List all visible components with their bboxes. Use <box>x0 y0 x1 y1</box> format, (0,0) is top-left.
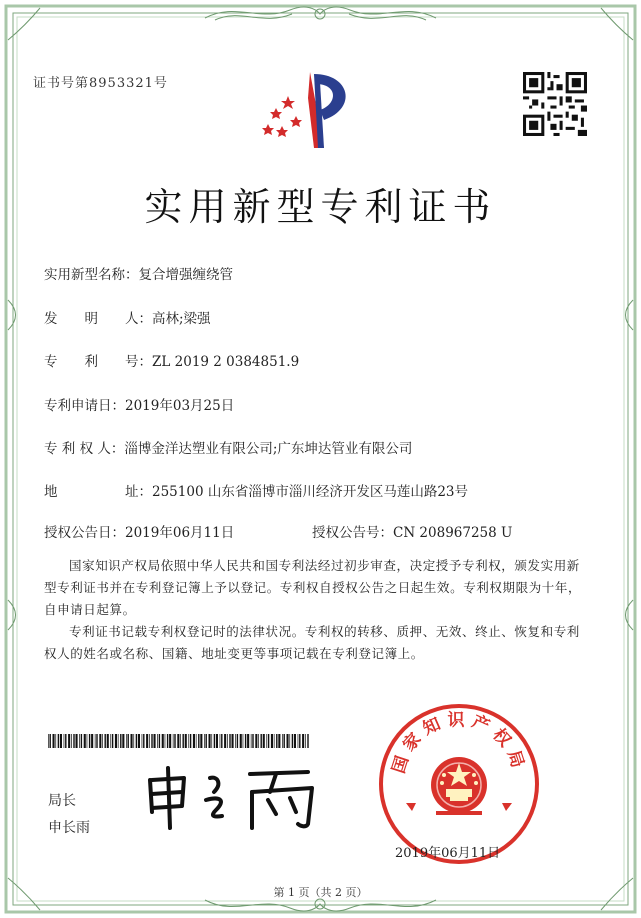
barcode-bar <box>183 734 184 748</box>
barcode-bar <box>68 734 70 748</box>
barcode-bar <box>229 734 230 748</box>
barcode-bar <box>167 734 168 748</box>
barcode-bar <box>232 734 234 748</box>
barcode-bar <box>198 734 199 748</box>
barcode-bar <box>294 734 296 748</box>
barcode-bar <box>136 734 137 748</box>
barcode-bar <box>146 734 148 748</box>
director-signature <box>140 762 330 834</box>
barcode-bar <box>298 734 299 748</box>
barcode-bar <box>95 734 96 748</box>
inventor-row <box>44 307 211 327</box>
page-title: 实用新型专利证书 <box>144 185 497 229</box>
address-row <box>44 480 468 500</box>
barcode-bar <box>245 734 246 748</box>
official-seal-icon <box>378 703 540 865</box>
barcode-bar <box>274 734 275 748</box>
barcode-bar <box>126 734 127 748</box>
barcode-bar <box>278 734 280 748</box>
barcode-bar <box>84 734 86 748</box>
barcode-bar <box>240 734 242 748</box>
field-value: CN 208967258 U <box>393 525 513 541</box>
barcode-bar <box>299 734 300 748</box>
barcode-bar <box>169 734 171 748</box>
barcode-bar <box>162 734 164 748</box>
barcode-bar <box>214 734 215 748</box>
barcode-bar <box>196 734 197 748</box>
barcode-bar <box>180 734 181 748</box>
barcode-bar <box>99 734 101 748</box>
barcode-bar <box>165 734 166 748</box>
barcode-bar <box>157 734 158 748</box>
barcode-bar <box>143 734 144 748</box>
field-label: 地 址： <box>44 484 152 500</box>
seal-date: 2019年06月11日 <box>395 846 501 861</box>
barcode-bar <box>50 734 51 748</box>
field-label: 授权公告日： <box>44 525 125 541</box>
barcode-bar <box>287 734 289 748</box>
barcode-bar <box>107 734 109 748</box>
barcode-bar <box>48 734 49 748</box>
utility-name-row <box>44 263 233 283</box>
barcode-bar <box>261 734 262 748</box>
barcode-bar <box>115 734 117 748</box>
barcode-bar <box>252 734 253 748</box>
barcode-bar <box>89 734 90 748</box>
filing-date-row <box>44 394 234 414</box>
barcode-bar <box>55 734 56 748</box>
certificate-number: 证书号第8953321号 <box>33 76 168 91</box>
barcode-bar <box>81 734 82 748</box>
barcode-bar <box>64 734 65 748</box>
barcode-bar <box>255 734 257 748</box>
body-paragraph-2: 专利证书记载专利权登记时的法律状况。专利权的转移、质押、无效、终止、恢复和专利权人的姓名或名称、国籍、地址变更等事项记载在专利登记簿上。 <box>44 624 580 661</box>
barcode-bar <box>302 734 304 748</box>
field-label: 实用新型名称： <box>44 267 139 283</box>
barcode-bar <box>149 734 150 748</box>
barcode-bar <box>292 734 293 748</box>
barcode-bar <box>271 734 273 748</box>
field-label: 授权公告号： <box>312 525 393 541</box>
barcode-bar <box>110 734 111 748</box>
barcode-bar <box>305 734 306 748</box>
barcode-bar <box>177 734 179 748</box>
barcode-bar <box>237 734 238 748</box>
qr-code-icon <box>523 72 587 136</box>
barcode-bar <box>76 734 78 748</box>
field-value: 2019年06月11日 <box>125 525 235 541</box>
barcode-bar <box>65 734 66 748</box>
barcode-bar <box>185 734 187 748</box>
barcode-bar <box>276 734 277 748</box>
barcode-bar <box>266 734 267 748</box>
barcode-bar <box>235 734 236 748</box>
barcode-bar <box>263 734 265 748</box>
barcode-bar <box>53 734 55 748</box>
barcode-bar <box>138 734 140 748</box>
barcode-bar <box>200 734 202 748</box>
sipo-logo-icon <box>258 68 362 152</box>
barcode-bar <box>216 734 218 748</box>
barcode-bar <box>151 734 152 748</box>
barcode-bar <box>96 734 97 748</box>
barcode-bar <box>193 734 195 748</box>
barcode-bar <box>247 734 249 748</box>
barcode-bar <box>227 734 228 748</box>
barcode-bar <box>159 734 160 748</box>
barcode-bar <box>71 734 72 748</box>
grant-date-row <box>44 521 234 541</box>
barcode-bar <box>190 734 191 748</box>
barcode-bar <box>220 734 221 748</box>
barcode-bar <box>128 734 129 748</box>
field-label: 专 利 号： <box>44 354 152 370</box>
barcode-bar <box>289 734 290 748</box>
barcode-bar <box>105 734 106 748</box>
barcode-bar <box>60 734 62 748</box>
barcode-bar <box>112 734 113 748</box>
barcode-bar <box>122 734 124 748</box>
barcode-bar <box>142 734 143 748</box>
grant-number-row <box>312 521 512 541</box>
barcode-bar <box>204 734 205 748</box>
barcode-bar <box>221 734 222 748</box>
barcode-bar <box>118 734 119 748</box>
barcode-bar <box>268 734 269 748</box>
barcode-bar <box>243 734 244 748</box>
barcode-bar <box>174 734 175 748</box>
barcode-bar <box>284 734 285 748</box>
field-value: 高林;梁强 <box>152 311 211 327</box>
seal-text: 国家知识产权局 <box>388 710 530 776</box>
barcode-icon <box>48 734 310 748</box>
barcode-bar <box>211 734 212 748</box>
barcode-bar <box>209 734 211 748</box>
barcode-bar <box>154 734 156 748</box>
barcode-bar <box>173 734 174 748</box>
field-label: 发 明 人： <box>44 311 152 327</box>
barcode-bar <box>102 734 103 748</box>
barcode-bar <box>131 734 133 748</box>
barcode-bar <box>120 734 121 748</box>
patentee-row <box>44 437 412 457</box>
director-name: 申长雨 <box>48 820 90 836</box>
barcode-bar <box>282 734 283 748</box>
page-number: 第 1 页（共 2 页） <box>273 886 368 899</box>
field-label: 专利申请日： <box>44 398 125 414</box>
barcode-bar <box>307 734 308 748</box>
field-value: 255100 山东省淄博市淄川经济开发区马莲山路23号 <box>152 484 469 500</box>
barcode-bar <box>224 734 226 748</box>
barcode-bar <box>87 734 88 748</box>
field-label: 专 利 权 人： <box>44 441 125 457</box>
barcode-bar <box>133 734 134 748</box>
field-value: ZL 2019 2 0384851.9 <box>152 354 300 370</box>
barcode-bar <box>91 734 93 748</box>
barcode-bar <box>79 734 80 748</box>
patent-number-row <box>44 350 299 370</box>
field-value: 2019年03月25日 <box>125 398 235 414</box>
barcode-bar <box>188 734 189 748</box>
field-value: 淄博金洋达塑业有限公司;广东坤达管业有限公司 <box>124 441 413 457</box>
barcode-bar <box>251 734 252 748</box>
field-value: 复合增强缠绕管 <box>138 267 233 283</box>
barcode-bar <box>206 734 207 748</box>
director-title: 局长 <box>48 793 76 809</box>
barcode-bar <box>258 734 259 748</box>
body-paragraph-1: 国家知识产权局依照中华人民共和国专利法经过初步审查，决定授予专利权，颁发实用新型专利证书并在专利登记簿上予以登记。专利权自授权公告之日起生效。专利权期限为十年，自申请日起算。 <box>44 558 582 617</box>
barcode-bar <box>58 734 59 748</box>
barcode-bar <box>73 734 74 748</box>
